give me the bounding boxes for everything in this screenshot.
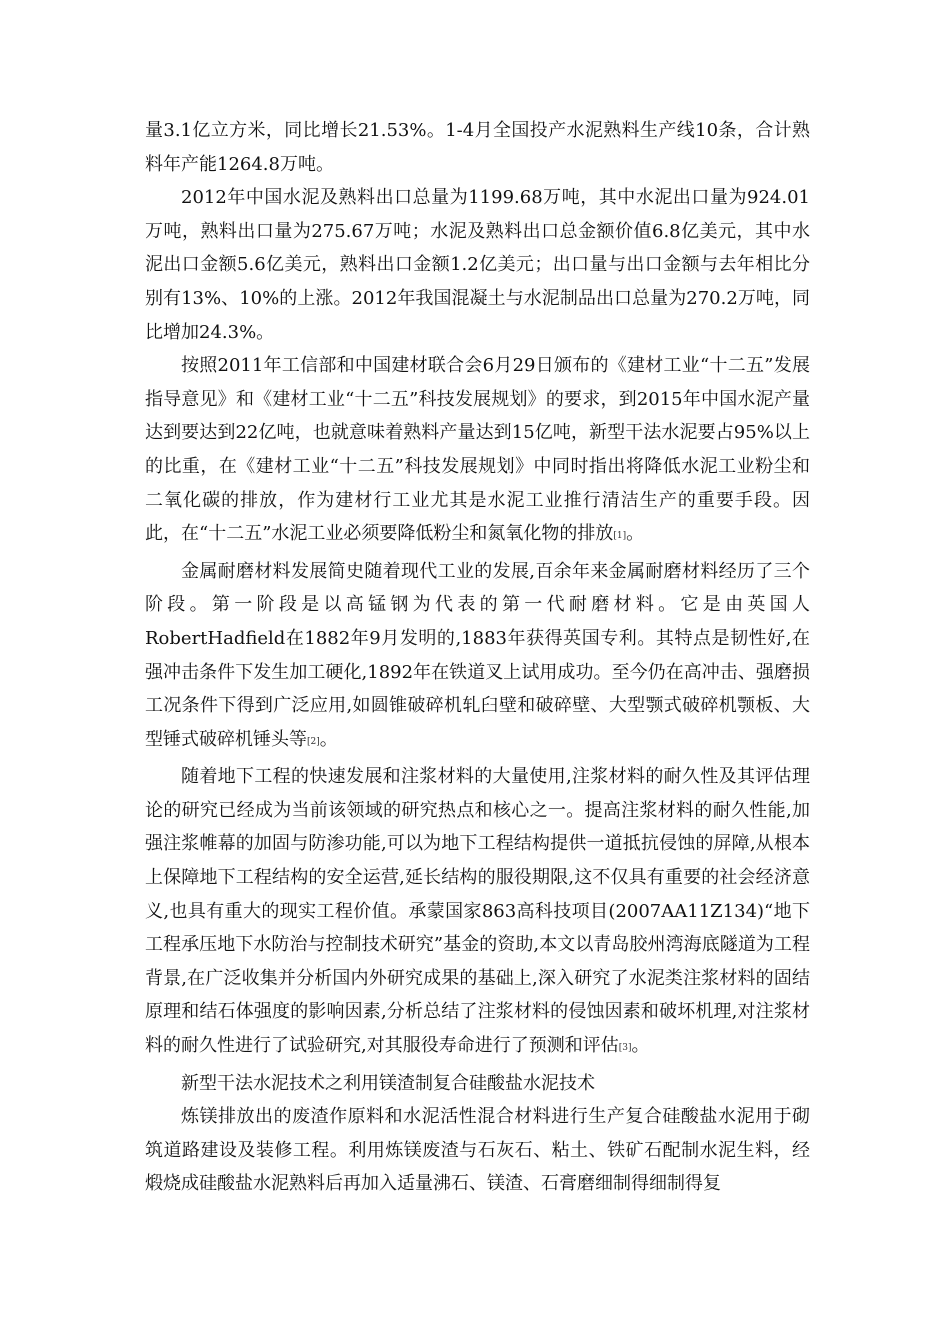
paragraph-text: 炼镁排放出的废渣作原料和水泥活性混合材料进行生产复合硅酸盐水泥用于砌筑道路建设及装修工程。利用炼镁废渣与石灰石、粘土、铁矿石配制水泥生料，经煅烧成硅酸盐水泥熟料后再加入适量沸石、镁渣、石膏磨细制得细制得复 [145, 1106, 810, 1195]
paragraph-grouting-materials [145, 760, 810, 1066]
document-body [145, 114, 810, 1201]
paragraph-text: 按照2011年工信部和中国建材联合会6月29日颁布的《建材工业“十二五”发展指导意见》和《建材工业“十二五”科技发展规划》的要求，到2015年中国水泥产量达到要达到22亿吨，也就意味着熟料产量达到15亿吨，新型干法水泥要占95%以上的比重，在《建材工业“十二五”科技发展规划》中同时指出将降低水泥工业粉尘和二氧化碳的排放，作为建材行工业尤其是水泥工业推行清洁生产的重要手段。因此，在“十二五”水泥工业必须要降低粉尘和氮氧化物的排放 [145, 355, 810, 545]
paragraph-tail: 。 [626, 523, 645, 545]
paragraph-tail: 。 [319, 728, 338, 750]
citation-ref: [1] [613, 531, 627, 542]
paragraph-text: 金属耐磨材料发展简史随着现代工业的发展,百余年来金属耐磨材料经历了三个阶段。第一阶段是以高锰钢为代表的第一代耐磨材料。它是由英国人RobertHadfield在1882年9月发明的,1883年获得英国专利。其特点是韧性好,在强冲击条件下发生加工硬化,1892年在铁道叉上试用成功。至今仍在高冲击、强磨损工况条件下得到广泛应用,如圆锥破碎机轧臼壁和破碎壁、大型颚式破碎机颚板、大型锤式破碎机锤头等 [145, 560, 810, 750]
paragraph-cement-export [145, 181, 810, 349]
section-heading-magnesium-slag [145, 1067, 810, 1101]
paragraph-magnesium-slag [145, 1100, 810, 1201]
paragraph-text: 随着地下工程的快速发展和注浆材料的大量使用,注浆材料的耐久性及其评估理论的研究已经成为当前该领域的研究热点和核心之一。提高注浆材料的耐久性能,加强注浆帷幕的加固与防渗功能,可以为地下工程结构提供一道抵抗侵蚀的屏障,从根本上保障地下工程结构的安全运营,延长结构的服役期限,这不仅具有重要的社会经济意义,也具有重大的现实工程价值。承蒙国家863高科技项目(2007AA11Z134)“地下工程承压地下水防治与控制技术研究”基金的资助,本文以青岛胶州湾海底隧道为工程背景,在广泛收集并分析国内外研究成果的基础上,深入研究了水泥类注浆材料的固结原理和结石体强度的影响因素,分析总结了注浆材料的侵蚀因素和破坏机理,对注浆材料的耐久性进行了试验研究,对其服役寿命进行了预测和评估 [145, 766, 810, 1057]
citation-ref: [2] [307, 736, 320, 747]
citation-ref: [3] [618, 1043, 632, 1054]
paragraph-wear-materials [145, 555, 810, 761]
paragraph-text: 2012年中国水泥及熟料出口总量为1199.68万吨，其中水泥出口量为924.01万吨，熟料出口量为275.67万吨；水泥及熟料出口总金额价值6.8亿美元，其中水泥出口金额5.6亿美元，熟料出口金额1.2亿美元；出口量与出口金额与去年相比分别有13%、10%的上涨。2012年我国混凝土与水泥制品出口总量为270.2万吨，同比增加24.3%。 [145, 187, 810, 343]
heading-text: 新型干法水泥技术之利用镁渣制复合硅酸盐水泥技术 [181, 1072, 595, 1094]
paragraph-tail: 。 [631, 1035, 650, 1057]
paragraph-text: 量3.1亿立方米，同比增长21.53%。1-4月全国投产水泥熟料生产线10条，合计熟料年产能1264.8万吨。 [145, 120, 810, 175]
paragraph-five-year-plan [145, 349, 810, 555]
paragraph-cement-production [145, 114, 810, 181]
